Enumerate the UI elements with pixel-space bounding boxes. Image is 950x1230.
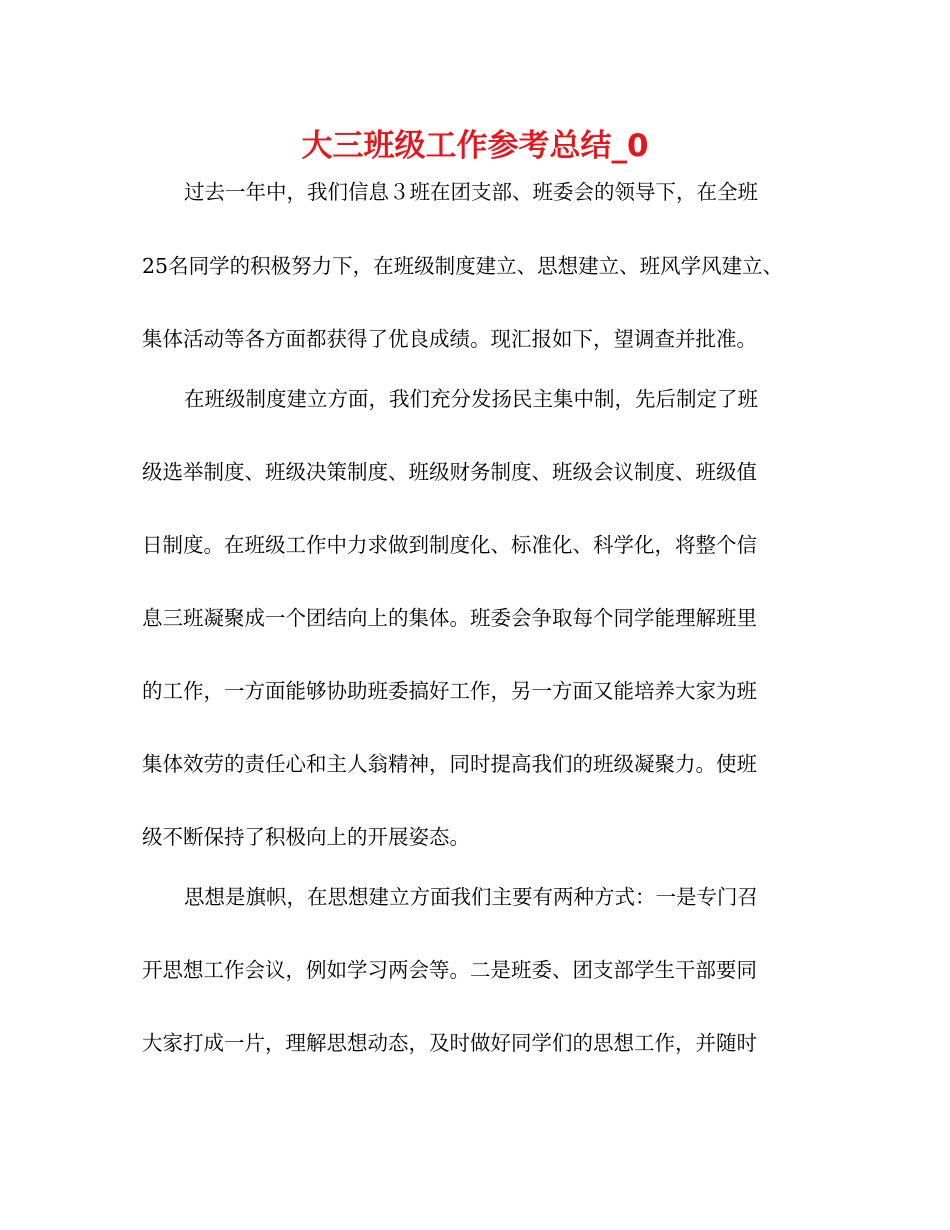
paragraph-line: 大家打成一片，理解思想动态，及时做好同学们的思想工作，并随时 xyxy=(142,1031,757,1055)
paragraph-line: 思想是旗帜，在思想建立方面我们主要有两种方式：一是专门召 xyxy=(184,885,758,909)
paragraph-line: 在班级制度建立方面，我们充分发扬民主集中制，先后制定了班 xyxy=(184,387,758,411)
paragraph-line: 级不断保持了积极向上的开展姿态。 xyxy=(142,825,470,849)
paragraph-line: 25名同学的积极努力下，在班级制度建立、思想建立、班风学风建立、 xyxy=(142,254,784,278)
paragraph-line: 日制度。在班级工作中力求做到制度化、标准化、科学化，将整个信 xyxy=(142,533,757,557)
paragraph-line: 集体效劳的责任心和主人翁精神，同时提高我们的班级凝聚力。使班 xyxy=(142,752,757,776)
paragraph-line: 级选举制度、班级决策制度、班级财务制度、班级会议制度、班级值 xyxy=(142,460,757,484)
paragraph-line: 的工作，一方面能够协助班委搞好工作，另一方面又能培养大家为班 xyxy=(142,679,757,703)
paragraph-line: 集体活动等各方面都获得了优良成绩。现汇报如下，望调查并批准。 xyxy=(142,327,757,351)
paragraph-line: 开思想工作会议，例如学习两会等。二是班委、团支部学生干部要同 xyxy=(142,958,757,982)
document-title: 大三班级工作参考总结_0 xyxy=(301,128,649,164)
paragraph-line: 息三班凝聚成一个团结向上的集体。班委会争取每个同学能理解班里 xyxy=(142,606,757,630)
paragraph-line: 过去一年中，我们信息３班在团支部、班委会的领导下，在全班 xyxy=(184,180,758,204)
